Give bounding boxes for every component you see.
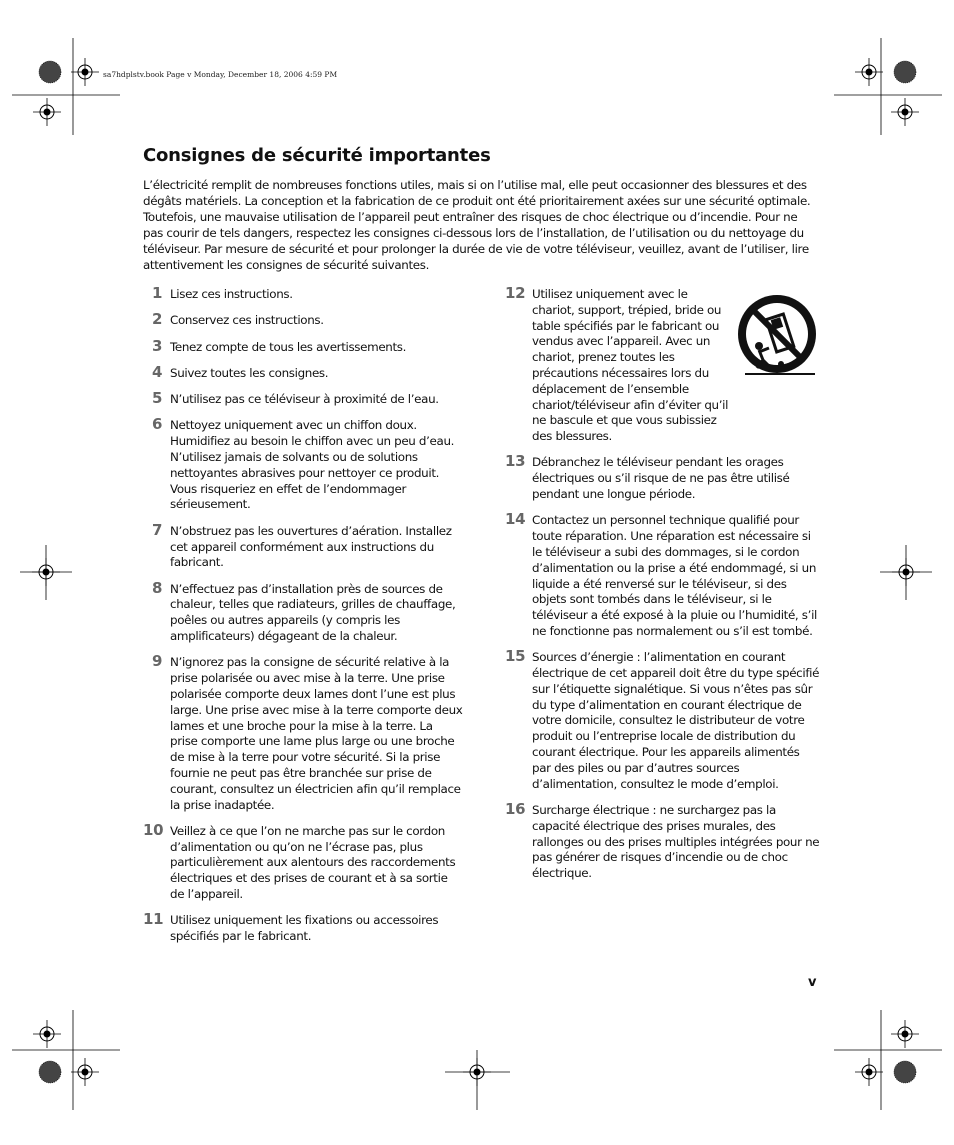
registration-mark-top-right xyxy=(855,58,883,86)
page-number: v xyxy=(808,975,817,990)
list-item xyxy=(505,510,820,639)
print-header-info: sa7hdplstv.book Page v Monday, December 18, 2006 4:59 PM xyxy=(103,70,338,79)
list-item xyxy=(143,415,463,513)
item-text: Débranchez le téléviseur pendant les orages électriques ou s’il risque de ne pas être utilisé pendant une longue période. xyxy=(532,455,790,502)
cart-tip-over-warning-icon xyxy=(735,294,819,378)
item-number: 3 xyxy=(152,336,163,355)
item-text: Suivez toutes les consignes. xyxy=(170,365,329,380)
item-number: 5 xyxy=(152,389,163,408)
list-item xyxy=(505,647,820,792)
item-text: Tenez compte de tous les avertissements. xyxy=(170,339,407,354)
item-text: Veillez à ce que l’on ne marche pas sur le cordon d’alimentation ou qu’on ne l’écrase pas, plus particulièrement aux alentours des raccordements électriques et des prises de courant et à sa sortie de l’appareil. xyxy=(170,823,456,901)
item-text: Conservez ces instructions. xyxy=(170,313,324,328)
item-number: 10 xyxy=(143,820,164,839)
item-number: 1 xyxy=(152,284,163,302)
registration-mark-top-right-lower xyxy=(891,98,919,126)
registration-mark-middle-right xyxy=(892,558,920,586)
item-text: N’obstruez pas les ouvertures d’aération. Installez cet appareil conformément aux instructions du fabricant. xyxy=(170,523,452,570)
registration-mark-bottom-center xyxy=(463,1058,491,1086)
item-text: Nettoyez uniquement avec un chiffon doux. Humidifiez au besoin le chiffon avec un peu d’eau. N’utilisez jamais de solvants ou de solutions nettoyantes abrasives pour nettoyer ce produit. Vous risqueriez en effet de l’endommager sérieusement. xyxy=(170,418,455,512)
item-text: Utilisez uniquement avec le chariot, support, trépied, bride ou table spécifiés par le fabricant ou vendus avec l’appareil. Avec un chariot, prenez toutes les précautions nécessaires lors du déplacement de l’ensemble chariot/téléviseur afin d’éviter qu’il ne bascule et que vous subissiez des blessures. xyxy=(532,287,729,444)
intro-paragraph: L’électricité remplit de nombreuses fonctions utiles, mais si on l’utilise mal, elle peut occasionner des blessures et des dégâts matériels. La conception et la fabrication de ce produit ont été prioritairement axées sur une sécurité optimale. Toutefois, une mauvaise utilisation de l’appareil peut entraîner des risques de choc électrique ou d’incendie. Pour ne pas courir de tels dangers, respectez les consignes ci-dessous lors de l’installation, de l’utilisation ou du nettoyage du téléviseur. Par mesure de sécurité et pour prolonger la durée de vie de votre téléviseur, veuillez, avant de l’utiliser, lire attentivement les consignes de sécurité suivantes. xyxy=(143,178,811,272)
item-number: 15 xyxy=(505,647,526,666)
list-item xyxy=(143,284,463,303)
instructions-column-left xyxy=(143,284,463,955)
item-text: N’effectuez pas d’installation près de sources de chaleur, telles que radiateurs, grilles de chauffage, poêles ou autres appareils (y compris les amplificateurs) dégageant de la chaleur. xyxy=(170,581,456,644)
list-item xyxy=(143,336,463,356)
list-item xyxy=(143,578,463,645)
color-bar-bottom-left xyxy=(39,1061,61,1083)
item-number: 4 xyxy=(152,362,163,381)
registration-mark-bottom-left-upper xyxy=(33,1020,61,1048)
list-item xyxy=(143,910,463,945)
item-number: 12 xyxy=(505,284,526,302)
registration-mark-middle-left xyxy=(32,558,60,586)
item-text: Contactez un personnel technique qualifié pour toute réparation. Une réparation est nécessaire si le téléviseur a subi des dommages, si le cordon d’alimentation ou la prise a été endommagé, si un liquide a été renversé sur le téléviseur, si des objets sont tombés dans le téléviseur, si le téléviseur a été exposé à la pluie ou l’humidité, s’il ne fonctionne pas normalement ou s’il est tombé. xyxy=(532,513,817,638)
registration-mark-top-left xyxy=(71,58,99,86)
item-number: 7 xyxy=(152,520,163,539)
item-number: 6 xyxy=(152,415,163,434)
item-number: 16 xyxy=(505,799,526,818)
item-number: 11 xyxy=(143,910,164,929)
list-item xyxy=(143,310,463,329)
registration-mark-top-left-lower xyxy=(33,98,61,126)
item-number: 9 xyxy=(152,652,163,671)
list-item xyxy=(143,362,463,382)
color-bar-top-left xyxy=(39,61,61,83)
list-item xyxy=(143,820,463,903)
list-item xyxy=(143,520,463,571)
color-bar-top-right xyxy=(894,61,916,83)
item-number: 2 xyxy=(152,310,163,329)
item-text: Utilisez uniquement les fixations ou accessoires spécifiés par le fabricant. xyxy=(170,913,439,944)
registration-mark-bottom-left xyxy=(71,1058,99,1086)
item-text: Lisez ces instructions. xyxy=(170,287,293,301)
registration-mark-bottom-right xyxy=(855,1058,883,1086)
item-text: Sources d’énergie : l’alimentation en courant électrique de cet appareil doit être du type spécifié sur l’étiquette signalétique. Si vous n’êtes pas sûr du type d’alimentation en courant électrique de votre domicile, consultez le distributeur de votre produit ou l’entreprise locale de distribution du courant électrique. Pour les appareils alimentés par des piles ou par d’autres sources d’alimentation, consultez le mode d’emploi. xyxy=(532,650,820,791)
item-text: N’ignorez pas la consigne de sécurité relative à la prise polarisée ou avec mise à la terre. Une prise polarisée comporte deux lames dont l’une est plus large. Une prise avec mise à la terre comporte deux lames et une broche pour la mise à la terre. La prise comporte une lame plus large ou une broche de mise à la terre pour votre sécurité. Si la prise fournie ne peut pas être branchée sur prise de courant, consultez un électricien afin qu’il remplace la prise inadaptée. xyxy=(170,655,463,812)
item-text: N’utilisez pas ce téléviseur à proximité de l’eau. xyxy=(170,392,439,407)
list-item xyxy=(143,389,463,408)
item-text: Surcharge électrique : ne surchargez pas la capacité électrique des prises murales, des rallonges ou des prises multiples intégrées pour ne pas générer de risques d’incendie ou de choc électrique. xyxy=(532,802,820,881)
list-item xyxy=(505,799,820,882)
registration-mark-bottom-right-upper xyxy=(891,1020,919,1048)
page-title: Consignes de sécurité importantes xyxy=(143,145,491,166)
color-bar-bottom-right xyxy=(894,1061,916,1083)
item-number: 14 xyxy=(505,510,526,529)
list-item xyxy=(505,452,820,502)
item-number: 13 xyxy=(505,452,526,471)
item-number: 8 xyxy=(152,578,163,597)
list-item xyxy=(143,652,463,813)
